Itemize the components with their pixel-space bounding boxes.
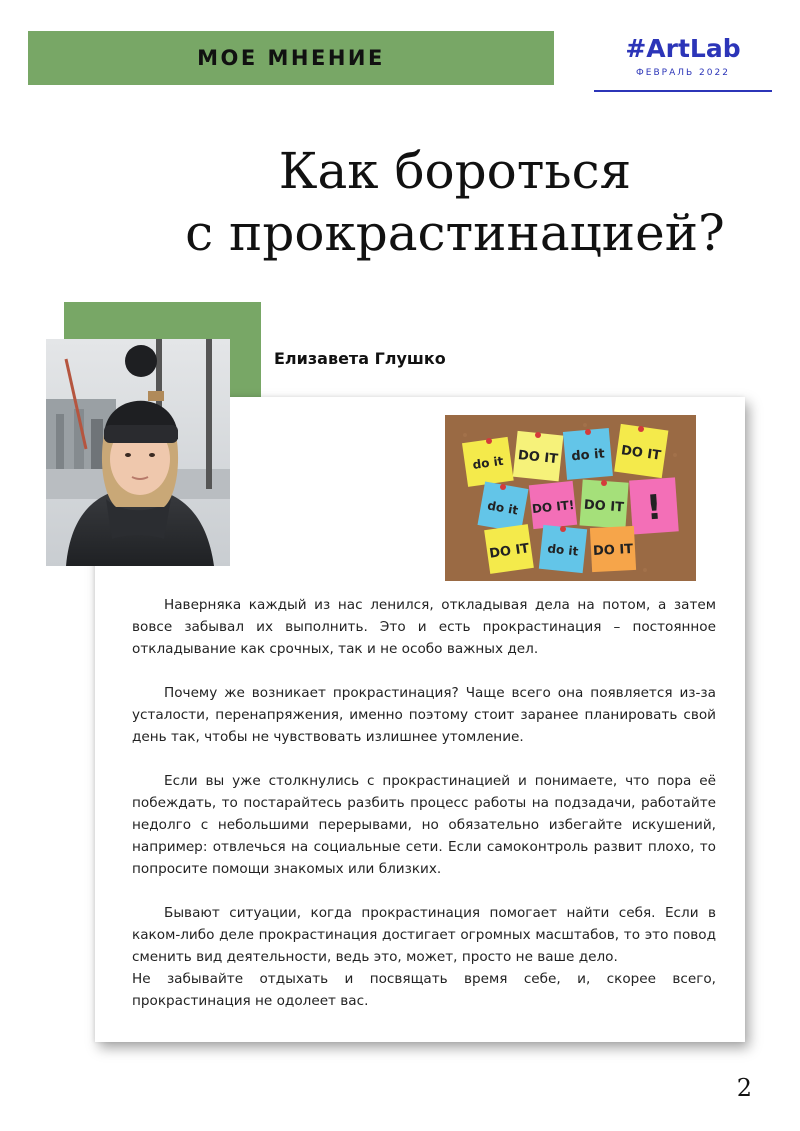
brand-logo	[594, 34, 772, 92]
sticky-note-text: do it	[471, 453, 505, 472]
article-paragraph-2: Почему же возникает прокрастинация? Чаще всего она появляется из-за усталости, перенапряжения, именно поэтому стоит заранее планировать свой день так, чтобы не чувствовать излишнее утомление.	[132, 685, 716, 745]
sticky-note-text: do it	[486, 498, 520, 518]
sticky-notes-image	[445, 415, 696, 581]
issue-date: ФЕВРАЛЬ 2022	[636, 68, 730, 78]
sticky-note-text: do it	[570, 446, 606, 465]
sticky-note-text: DO IT	[583, 497, 625, 516]
sticky-note-text: DO IT!	[531, 497, 576, 517]
sticky-note-text: DO IT	[620, 443, 662, 464]
sticky-note-text: DO IT	[592, 541, 634, 560]
article-paragraph-4: Бывают ситуации, когда прокрастинация помогает найти себя. Если в каком-либо деле прокрастинация достигает огромных масштабов, то это повод сменить вид деятельности, ведь это, может, просто не ваше дело.	[132, 905, 716, 965]
sticky-note-text: do it	[546, 541, 579, 559]
article-title-line-1: Как бороться	[278, 142, 632, 200]
sticky-note-text: !	[644, 487, 664, 529]
section-banner	[28, 31, 554, 85]
section-label: МОЕ МНЕНИЕ	[197, 46, 385, 70]
article-paragraph-5: Не забывайте отдыхать и посвящать время себе, и, скорее всего, прокрастинация не одолеет вас.	[132, 971, 716, 1009]
sticky-note-text: DO IT	[517, 448, 559, 468]
article-paragraph-1: Наверняка каждый из нас ленился, откладывая дела на потом, а затем вовсе забывал их выполнить. Это и есть прокрастинация – постоянное откладывание как срочных, так и не особо важных дел.	[132, 597, 716, 657]
page-number: 2	[736, 1074, 752, 1102]
sticky-note-text: DO IT	[488, 541, 531, 562]
article-title-line-2: с прокрастинацией?	[185, 204, 725, 262]
author-photo	[46, 339, 230, 566]
article-body	[132, 594, 716, 1034]
brand-underline	[594, 90, 772, 92]
author-name: Елизавета Глушко	[274, 349, 446, 368]
article-title	[150, 140, 760, 264]
article-paragraph-3: Если вы уже столкнулись с прокрастинацией и понимаете, что пора её побеждать, то постарайтесь разбить процесс работы на подзадачи, работайте недолго с небольшими перерывами, но обязательно избегайте искушений, например: отвлечься на социальные сети. Если самоконтроль развит плохо, то попросите помощи знакомых или близких.	[132, 773, 716, 877]
brand-name: #ArtLab	[625, 34, 741, 63]
